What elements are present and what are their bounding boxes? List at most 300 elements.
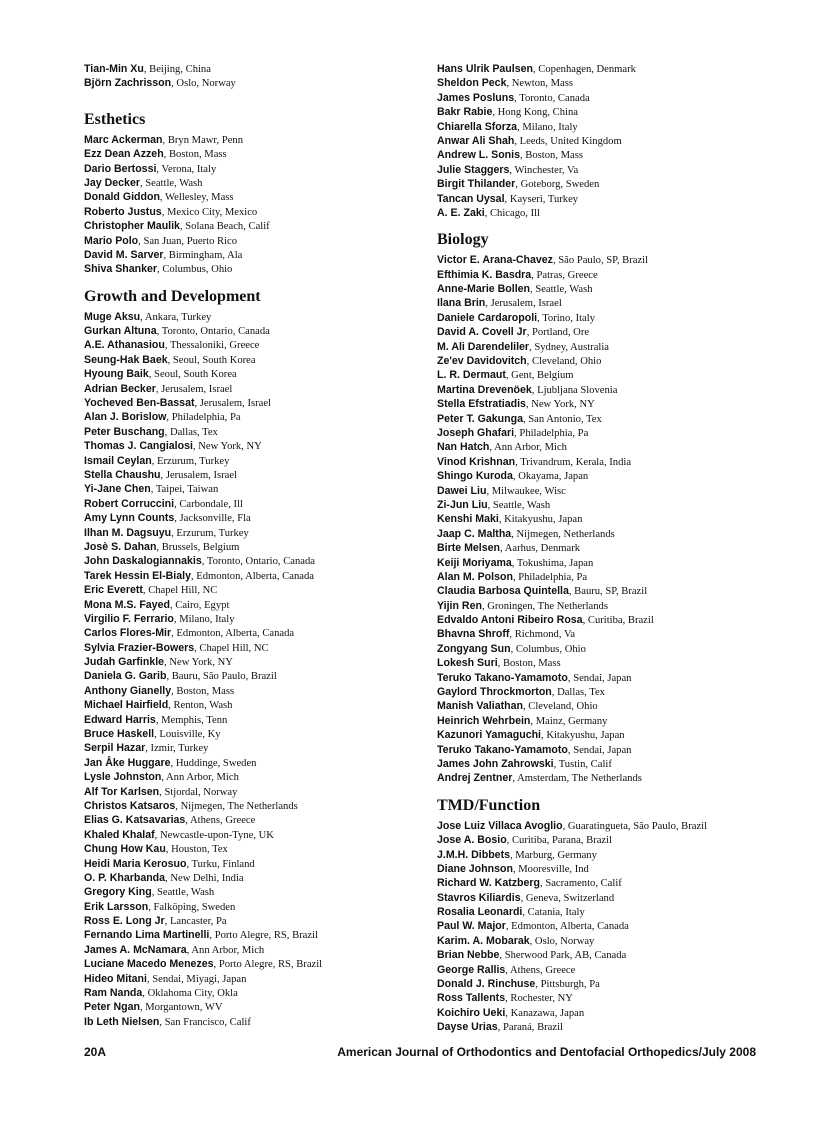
- reviewer-entry: Carlos Flores-Mir, Edmonton, Alberta, Canada: [84, 627, 295, 640]
- reviewer-entry: Ross E. Long Jr, Lancaster, Pa: [84, 915, 227, 928]
- reviewer-name: Michael Hairfield: [84, 699, 169, 712]
- reviewer-location: Birmingham, Ala: [168, 249, 243, 261]
- reviewer-name: Marc Ackerman: [84, 133, 163, 146]
- reviewer-entry: Dawei Liu, Milwaukee, Wisc: [437, 484, 566, 497]
- reviewer-entry: Yi-Jane Chen, Taipei, Taiwan: [84, 483, 219, 496]
- reviewer-entry: Heinrich Wehrbein, Mainz, Germany: [437, 714, 608, 727]
- reviewer-entry: Robert Corruccini, Carbondale, Ill: [84, 497, 243, 510]
- reviewer-entry: Claudia Barbosa Quintella, Bauru, SP, Brazil: [437, 585, 648, 598]
- reviewer-entry: Tian-Min Xu, Beijing, China: [84, 63, 211, 75]
- reviewer-name: Hans Ulrik Paulsen: [437, 63, 533, 75]
- reviewer-name: Ezz Dean Azzeh: [84, 148, 164, 161]
- reviewer-location: Torino, Italy: [542, 312, 595, 324]
- reviewer-location: Okayama, Japan: [518, 471, 589, 483]
- reviewer-entry: Josè S. Dahan, Brussels, Belgium: [84, 540, 240, 553]
- reviewer-entry: Roberto Justus, Mexico City, Mexico: [84, 205, 258, 218]
- reviewer-location: Edmonton, Alberta, Canada: [511, 921, 629, 933]
- reviewer-entry: Nan Hatch, Ann Arbor, Mich: [437, 441, 567, 454]
- reviewer-name: Carlos Flores-Mir: [84, 627, 172, 640]
- reviewer-location: Sydney, Australia: [534, 341, 609, 353]
- reviewer-name: Jose Luiz Villaca Avoglio: [437, 819, 563, 832]
- reviewer-entry: Peter T. Gakunga, San Antonio, Tex: [437, 412, 602, 425]
- reviewer-location: Boston, Mass: [176, 685, 235, 697]
- reviewer-entry: George Rallis, Athens, Greece: [437, 963, 576, 976]
- reviewer-name: L. R. Dermaut: [437, 369, 506, 382]
- reviewer-location: San Antonio, Tex: [528, 413, 602, 425]
- reviewer-location: Chapel Hill, NC: [199, 642, 269, 654]
- reviewer-location: Richmond, Va: [514, 629, 576, 641]
- reviewer-entry: Koichiro Ueki, Kanazawa, Japan: [437, 1006, 585, 1019]
- reviewer-location: Porto Alegre, RS, Brazil: [214, 930, 318, 942]
- reviewer-entry: Luciane Macedo Menezes, Porto Alegre, RS, Brazil: [84, 958, 323, 971]
- reviewer-name: David M. Sarver: [84, 248, 164, 261]
- reviewer-location: Kanazawa, Japan: [510, 1007, 585, 1019]
- reviewer-entry: Alan J. Borislow, Philadelphia, Pa: [84, 411, 241, 424]
- reviewer-entry: Bhavna Shroff, Richmond, Va: [437, 628, 576, 641]
- reviewer-entry: Birgit Thilander, Goteborg, Sweden: [437, 178, 600, 191]
- reviewer-entry: Andrew L. Sonis, Boston, Mass: [437, 149, 583, 162]
- reviewer-entry: Kazunori Yamaguchi, Kitakyushu, Japan: [437, 729, 625, 742]
- reviewer-entry: Alf Tor Karlsen, Stjordal, Norway: [84, 785, 238, 798]
- reviewer-location: New York, NY: [169, 657, 233, 669]
- section-title: Esthetics: [84, 110, 146, 128]
- reviewer-location: Hong Kong, China: [497, 107, 578, 119]
- reviewer-entry: Jose Luiz Villaca Avoglio, Guaratingueta, São Paulo, Brazil: [437, 819, 708, 832]
- reviewer-entry: Keiji Moriyama, Tokushima, Japan: [437, 556, 594, 569]
- reviewer-location: Seattle, Wash: [492, 499, 551, 511]
- reviewer-name: Brian Nebbe: [437, 949, 500, 962]
- reviewer-location: Ankara, Turkey: [144, 311, 212, 323]
- reviewer-name: Daniele Cardaropoli: [437, 311, 538, 324]
- reviewer-name: Dayse Urias: [437, 1021, 498, 1034]
- reviewer-section: [437, 62, 767, 220]
- reviewer-location: Sendai, Japan: [573, 672, 632, 684]
- reviewer-name: Andrew L. Sonis: [437, 149, 520, 162]
- reviewer-location: Ann Arbor, Mich: [191, 944, 265, 956]
- reviewer-entry: M. Ali Darendeliler, Sydney, Australia: [437, 340, 609, 353]
- reviewer-location: Rochester, NY: [510, 993, 573, 1005]
- reviewer-entry: Virgilio F. Ferrario, Milano, Italy: [84, 612, 235, 625]
- reviewer-name: Ib Leth Nielsen: [84, 1015, 160, 1028]
- reviewer-name: O. P. Kharbanda: [84, 871, 166, 884]
- reviewer-section: [84, 62, 414, 91]
- reviewer-entry: Teruko Takano-Yamamoto, Sendai, Japan: [437, 743, 632, 756]
- reviewer-location: Tokushima, Japan: [516, 557, 594, 569]
- reviewer-location: Solana Beach, Calif: [185, 221, 270, 233]
- reviewer-entry: Andrej Zentner, Amsterdam, The Netherlands: [437, 772, 642, 785]
- reviewer-name: Tian-Min Xu: [84, 63, 144, 75]
- reviewer-name: Fernando Lima Martinelli: [84, 929, 210, 942]
- reviewer-location: Thessaloniki, Greece: [169, 340, 260, 352]
- reviewer-entry: Ilhan M. Dagsuyu, Erzurum, Turkey: [84, 526, 249, 539]
- reviewer-entry: Chung How Kau, Houston, Tex: [84, 843, 228, 856]
- reviewer-entry: Joseph Ghafari, Philadelphia, Pa: [437, 426, 589, 439]
- reviewer-location: Curitiba, Brazil: [587, 615, 654, 627]
- reviewer-location: Seattle, Wash: [145, 177, 203, 189]
- reviewer-name: Gaylord Throckmorton: [437, 686, 552, 699]
- reviewer-entry: Muge Aksu, Ankara, Turkey: [84, 310, 212, 323]
- reviewer-location: Guaratingueta, São Paulo, Brazil: [567, 820, 708, 832]
- reviewer-location: Erzurum, Turkey: [176, 527, 249, 539]
- reviewer-location: Sendai, Miyagi, Japan: [152, 973, 247, 985]
- reviewer-name: Stavros Kiliardis: [437, 891, 521, 904]
- reviewer-name: Lokesh Suri: [437, 657, 498, 670]
- reviewer-location: Curitiba, Parana, Brazil: [511, 835, 612, 847]
- reviewer-location: Houston, Tex: [171, 844, 228, 856]
- reviewer-entry: Fernando Lima Martinelli, Porto Alegre, RS, Brazil: [84, 929, 318, 942]
- reviewer-name: Hideo Mitani: [84, 972, 147, 985]
- reviewer-name: A. E. Zaki: [437, 206, 485, 219]
- reviewer-name: Koichiro Ueki: [437, 1006, 506, 1019]
- reviewer-entry: A. E. Zaki, Chicago, Ill: [437, 206, 540, 219]
- reviewer-name: Muge Aksu: [84, 310, 141, 323]
- reviewer-name: Paul W. Major: [437, 920, 506, 933]
- reviewer-section: [437, 220, 767, 785]
- reviewer-name: Sheldon Peck: [437, 77, 507, 90]
- reviewer-entry: Brian Nebbe, Sherwood Park, AB, Canada: [437, 949, 627, 962]
- reviewer-name: Mona M.S. Fayed: [84, 598, 170, 611]
- reviewer-location: Bauru, SP, Brazil: [574, 586, 648, 598]
- reviewer-location: Seattle, Wash: [157, 887, 215, 899]
- reviewer-entry: Adrian Becker, Jerusalem, Israel: [84, 382, 233, 395]
- reviewer-location: Pittsburgh, Pa: [540, 979, 600, 991]
- reviewer-name: Jay Decker: [84, 176, 140, 189]
- reviewer-name: Robert Corruccini: [84, 497, 175, 510]
- reviewer-location: Jerusalem, Israel: [165, 469, 238, 481]
- reviewer-entry: Hideo Mitani, Sendai, Miyagi, Japan: [84, 972, 247, 985]
- reviewer-entry: Zi-Jun Liu, Seattle, Wash: [437, 498, 551, 511]
- reviewer-entry: L. R. Dermaut, Gent, Belgium: [437, 369, 574, 382]
- reviewer-entry: A.E. Athanasiou, Thessaloniki, Greece: [84, 339, 260, 352]
- page-number: 20A: [84, 1045, 107, 1059]
- reviewer-location: Cleveland, Ohio: [528, 701, 598, 713]
- reviewer-entry: Marc Ackerman, Bryn Mawr, Penn: [84, 133, 244, 146]
- reviewer-name: Ilana Brin: [437, 297, 486, 310]
- reviewer-location: Falköping, Sweden: [153, 901, 236, 913]
- reviewer-location: Edmonton, Alberta, Canada: [196, 570, 314, 582]
- reviewer-name: Amy Lynn Counts: [84, 512, 175, 525]
- reviewer-entry: Diane Johnson, Mooresville, Ind: [437, 862, 589, 875]
- reviewer-entry: Gaylord Throckmorton, Dallas, Tex: [437, 686, 605, 699]
- reviewer-name: Stella Chaushu: [84, 468, 161, 481]
- reviewer-location: Boston, Mass: [525, 150, 583, 162]
- reviewer-location: Tustin, Calif: [558, 758, 612, 770]
- reviewer-name: Jaap C. Maltha: [437, 527, 512, 540]
- reviewer-entry: Ze'ev Davidovitch, Cleveland, Ohio: [437, 355, 602, 368]
- reviewer-entry: Victor E. Arana-Chavez, São Paulo, SP, Brazil: [437, 254, 649, 267]
- reviewer-location: Mainz, Germany: [535, 715, 608, 727]
- left-column: [84, 62, 414, 1029]
- reviewer-location: Bryn Mawr, Penn: [167, 134, 244, 146]
- reviewer-name: Tarek Hessin El-Bialy: [84, 569, 191, 582]
- reviewer-location: Kitakyushu, Japan: [504, 514, 583, 526]
- reviewer-location: Paraná, Brazil: [502, 1022, 563, 1034]
- reviewer-entry: Daniela G. Garib, Bauru, São Paulo, Brazil: [84, 670, 277, 683]
- reviewer-name: Dawei Liu: [437, 484, 487, 497]
- reviewer-name: Manish Valiathan: [437, 700, 523, 713]
- reviewer-location: San Francisco, Calif: [164, 1016, 251, 1028]
- reviewer-location: Chicago, Ill: [489, 207, 540, 219]
- reviewer-location: Marburg, Germany: [515, 849, 597, 861]
- reviewer-location: Lancaster, Pa: [169, 916, 227, 928]
- page-footer: [84, 1045, 756, 1061]
- reviewer-name: Anwar Ali Shah: [437, 134, 515, 147]
- reviewer-name: Eric Everett: [84, 584, 143, 597]
- reviewer-location: Taipei, Taiwan: [155, 484, 219, 496]
- reviewer-name: Hyoung Baik: [84, 368, 149, 381]
- reviewer-name: Lysle Johnston: [84, 771, 162, 784]
- reviewer-name: Anthony Gianelly: [84, 684, 172, 697]
- reviewer-location: Sacramento, Calif: [545, 878, 622, 890]
- reviewer-location: Toronto, Canada: [519, 92, 590, 104]
- reviewer-section: [84, 91, 414, 277]
- right-column: [437, 62, 767, 1035]
- reviewer-location: Beijing, China: [149, 64, 211, 75]
- reviewer-name: Bhavna Shroff: [437, 628, 510, 641]
- reviewer-entry: Jay Decker, Seattle, Wash: [84, 176, 203, 189]
- reviewer-section: [84, 277, 414, 1030]
- reviewer-name: Christopher Maulik: [84, 220, 180, 233]
- reviewer-entry: Elias G. Katsavarias, Athens, Greece: [84, 814, 256, 827]
- reviewer-entry: J.M.H. Dibbets, Marburg, Germany: [437, 848, 597, 861]
- reviewer-name: Richard W. Katzberg: [437, 877, 541, 890]
- reviewer-name: Nan Hatch: [437, 441, 490, 454]
- reviewer-location: Turku, Finland: [191, 858, 255, 870]
- reviewer-location: Columbus, Ohio: [162, 264, 233, 276]
- reviewer-entry: Gregory King, Seattle, Wash: [84, 886, 215, 899]
- reviewer-location: New Delhi, India: [170, 872, 244, 884]
- reviewer-name: Chung How Kau: [84, 843, 166, 856]
- reviewer-location: Kitakyushu, Japan: [546, 730, 625, 742]
- section-title: TMD/Function: [437, 796, 541, 814]
- reviewer-entry: Michael Hairfield, Renton, Wash: [84, 699, 233, 712]
- reviewer-location: Nijmegen, Netherlands: [516, 528, 615, 540]
- reviewer-name: Peter Ngan: [84, 1001, 140, 1014]
- reviewer-entry: Sylvia Frazier-Bowers, Chapel Hill, NC: [84, 641, 269, 654]
- reviewer-entry: Anwar Ali Shah, Leeds, United Kingdom: [437, 134, 622, 147]
- reviewer-entry: Ross Tallents, Rochester, NY: [437, 992, 573, 1005]
- reviewer-location: Bauru, São Paulo, Brazil: [171, 671, 277, 683]
- reviewer-location: Brussels, Belgium: [161, 541, 240, 553]
- reviewer-entry: Daniele Cardaropoli, Torino, Italy: [437, 311, 595, 324]
- reviewer-location: Philadelphia, Pa: [171, 412, 241, 424]
- reviewer-location: Goteborg, Sweden: [520, 179, 600, 191]
- reviewer-name: James Posluns: [437, 91, 515, 104]
- reviewer-name: Dario Bertossi: [84, 162, 157, 175]
- reviewer-name: Martina Drevenöek: [437, 383, 532, 396]
- reviewer-entry: Karim. A. Mobarak, Oslo, Norway: [437, 934, 595, 947]
- reviewer-entry: Anne-Marie Bollen, Seattle, Wash: [437, 283, 593, 296]
- reviewer-name: John Daskalogiannakis: [84, 555, 202, 568]
- reviewer-location: Seattle, Wash: [535, 284, 593, 296]
- reviewer-entry: Erik Larsson, Falköping, Sweden: [84, 900, 236, 913]
- reviewer-entry: Donald Giddon, Wellesley, Mass: [84, 191, 234, 204]
- reviewer-entry: Mario Polo, San Juan, Puerto Rico: [84, 234, 238, 247]
- reviewer-name: Yijin Ren: [437, 599, 482, 612]
- reviewer-entry: Jan Åke Huggare, Huddinge, Sweden: [84, 756, 257, 769]
- reviewer-name: Virgilio F. Ferrario: [84, 612, 174, 625]
- reviewer-name: Julie Staggers: [437, 163, 510, 176]
- reviewer-location: Groningen, The Netherlands: [487, 600, 608, 612]
- reviewer-location: Morgantown, WV: [145, 1002, 223, 1014]
- reviewer-entry: Tarek Hessin El-Bialy, Edmonton, Alberta, Canada: [84, 569, 314, 582]
- reviewer-location: Ann Arbor, Mich: [166, 772, 239, 784]
- reviewer-location: New York, NY: [531, 399, 595, 411]
- reviewer-entry: Seung-Hak Baek, Seoul, South Korea: [84, 353, 256, 366]
- reviewer-name: Heinrich Wehrbein: [437, 714, 531, 727]
- reviewer-entry: Ismail Ceylan, Erzurum, Turkey: [84, 454, 230, 467]
- reviewer-entry: Teruko Takano-Yamamoto, Sendai, Japan: [437, 671, 632, 684]
- reviewer-location: São Paulo, SP, Brazil: [558, 255, 649, 267]
- reviewer-location: Gent, Belgium: [511, 370, 574, 382]
- reviewer-location: Toronto, Ontario, Canada: [206, 556, 315, 568]
- reviewer-location: Leeds, United Kingdom: [519, 135, 622, 147]
- reviewer-entry: David M. Sarver, Birmingham, Ala: [84, 248, 243, 261]
- reviewer-name: George Rallis: [437, 963, 506, 976]
- reviewer-entry: James John Zahrowski, Tustin, Calif: [437, 757, 612, 770]
- reviewer-location: Izmir, Turkey: [150, 743, 209, 755]
- reviewer-entry: Dayse Urias, Paraná, Brazil: [437, 1021, 563, 1034]
- reviewer-name: Judah Garfinkle: [84, 656, 165, 669]
- reviewer-location: Geneva, Switzerland: [525, 892, 615, 904]
- reviewer-location: Stjordal, Norway: [164, 786, 238, 798]
- reviewer-entry: Kenshi Maki, Kitakyushu, Japan: [437, 513, 583, 526]
- reviewer-location: Winchester, Va: [514, 164, 579, 176]
- reviewer-location: Philadelphia, Pa: [519, 427, 589, 439]
- reviewer-name: Efthimia K. Basdra: [437, 268, 532, 281]
- reviewer-entry: Stavros Kiliardis, Geneva, Switzerland: [437, 891, 615, 904]
- reviewer-entry: Judah Garfinkle, New York, NY: [84, 656, 233, 669]
- reviewer-location: Trivandrum, Kerala, India: [520, 456, 632, 468]
- reviewer-entry: David A. Covell Jr, Portland, Ore: [437, 326, 590, 339]
- reviewer-entry: Richard W. Katzberg, Sacramento, Calif: [437, 877, 622, 890]
- reviewer-entry: Christos Katsaros, Nijmegen, The Netherlands: [84, 799, 298, 812]
- reviewer-entry: Amy Lynn Counts, Jacksonville, Fla: [84, 512, 251, 525]
- reviewer-entry: Edvaldo Antoni Ribeiro Rosa, Curitiba, Brazil: [437, 614, 654, 627]
- reviewer-location: Cleveland, Ohio: [531, 356, 602, 368]
- section-title: Growth and Development: [84, 287, 261, 305]
- reviewer-location: Boston, Mass: [502, 658, 561, 670]
- reviewer-entry: Zongyang Sun, Columbus, Ohio: [437, 642, 586, 655]
- reviewer-name: Christos Katsaros: [84, 799, 176, 812]
- reviewer-location: Mooresville, Ind: [518, 863, 589, 875]
- reviewer-entry: Christopher Maulik, Solana Beach, Calif: [84, 220, 270, 233]
- reviewer-entry: Ram Nanda, Oklahoma City, Okla: [84, 987, 238, 1000]
- reviewer-name: Daniela G. Garib: [84, 670, 167, 683]
- reviewer-location: Oslo, Norway: [534, 935, 595, 947]
- reviewer-name: Heidi Maria Kerosuo: [84, 857, 187, 870]
- reviewer-entry: Shiva Shanker, Columbus, Ohio: [84, 263, 233, 276]
- reviewer-location: Nijmegen, The Netherlands: [180, 800, 298, 812]
- reviewer-entry: Julie Staggers, Winchester, Va: [437, 163, 579, 176]
- reviewer-name: Khaled Khalaf: [84, 828, 155, 841]
- reviewer-entry: Vinod Krishnan, Trivandrum, Kerala, India: [437, 455, 632, 468]
- reviewer-entry: Dario Bertossi, Verona, Italy: [84, 162, 217, 175]
- reviewer-entry: Serpil Hazar, Izmir, Turkey: [84, 742, 209, 755]
- reviewer-location: Mexico City, Mexico: [167, 206, 258, 218]
- reviewer-entry: Sheldon Peck, Newton, Mass: [437, 77, 573, 90]
- reviewer-entry: Yocheved Ben-Bassat, Jerusalem, Israel: [84, 397, 271, 410]
- reviewer-section: [437, 786, 767, 1035]
- reviewer-location: Boston, Mass: [168, 149, 227, 161]
- reviewer-name: Elias G. Katsavarias: [84, 814, 186, 827]
- reviewer-name: Alan M. Polson: [437, 570, 513, 583]
- reviewer-name: Birte Melsen: [437, 542, 500, 555]
- reviewer-name: Thomas J. Cangialosi: [84, 440, 193, 453]
- reviewer-entry: Bruce Haskell, Louisville, Ky: [84, 728, 221, 741]
- reviewer-location: Seoul, South Korea: [172, 354, 256, 366]
- reviewer-name: Yocheved Ben-Bassat: [84, 397, 195, 410]
- reviewer-name: Bruce Haskell: [84, 728, 155, 741]
- reviewer-name: Rosalia Leonardi: [437, 906, 523, 919]
- reviewer-location: Newton, Mass: [511, 78, 573, 90]
- reviewer-entry: Eric Everett, Chapel Hill, NC: [84, 584, 218, 597]
- reviewer-entry: Paul W. Major, Edmonton, Alberta, Canada: [437, 920, 629, 933]
- reviewer-name: Vinod Krishnan: [437, 455, 516, 468]
- reviewer-entry: Khaled Khalaf, Newcastle-upon-Tyne, UK: [84, 828, 274, 841]
- reviewer-name: Teruko Takano-Yamamoto: [437, 743, 568, 756]
- reviewer-location: Chapel Hill, NC: [148, 585, 218, 597]
- reviewer-name: Alan J. Borislow: [84, 411, 167, 424]
- reviewer-name: Edward Harris: [84, 713, 156, 726]
- reviewer-location: Kayseri, Turkey: [509, 193, 579, 205]
- reviewer-entry: Stella Efstratiadis, New York, NY: [437, 398, 595, 411]
- reviewer-name: Gurkan Altuna: [84, 325, 157, 338]
- reviewer-entry: O. P. Kharbanda, New Delhi, India: [84, 871, 244, 884]
- reviewer-location: Ann Arbor, Mich: [494, 442, 567, 454]
- reviewer-name: Alf Tor Karlsen: [84, 785, 160, 798]
- reviewer-entry: Alan M. Polson, Philadelphia, Pa: [437, 570, 588, 583]
- reviewer-entry: Jose A. Bosio, Curitiba, Parana, Brazil: [437, 834, 612, 847]
- reviewer-name: M. Ali Darendeliler: [437, 340, 530, 353]
- reviewer-location: Jacksonville, Fla: [179, 513, 251, 525]
- reviewer-location: Jerusalem, Israel: [199, 398, 271, 410]
- reviewer-name: Birgit Thilander: [437, 178, 516, 191]
- reviewer-name: Ross E. Long Jr: [84, 915, 165, 928]
- reviewer-location: Patras, Greece: [536, 269, 598, 281]
- reviewer-location: Sherwood Park, AB, Canada: [504, 950, 627, 962]
- reviewer-location: Milano, Italy: [522, 121, 578, 133]
- reviewer-name: David A. Covell Jr: [437, 326, 527, 339]
- reviewer-name: Donald J. Rinchuse: [437, 978, 536, 991]
- reviewer-location: Carbondale, Ill: [179, 498, 243, 510]
- reviewer-location: Seoul, South Korea: [154, 369, 237, 381]
- reviewer-name: Seung-Hak Baek: [84, 353, 168, 366]
- reviewer-name: Keiji Moriyama: [437, 556, 512, 569]
- reviewer-name: Bakr Rabie: [437, 106, 493, 119]
- reviewer-location: Verona, Italy: [161, 163, 217, 175]
- reviewer-location: Erzurum, Turkey: [157, 455, 230, 467]
- reviewer-name: Kenshi Maki: [437, 513, 499, 526]
- reviewer-entry: Ilana Brin, Jerusalem, Israel: [437, 297, 562, 310]
- reviewer-name: Victor E. Arana-Chavez: [437, 254, 553, 267]
- reviewer-name: Ismail Ceylan: [84, 454, 152, 467]
- reviewer-name: Chiarella Sforza: [437, 120, 518, 133]
- reviewer-name: Erik Larsson: [84, 900, 149, 913]
- reviewer-entry: Björn Zachrisson, Oslo, Norway: [84, 77, 236, 90]
- reviewer-name: Peter T. Gakunga: [437, 412, 523, 425]
- reviewer-location: Dallas, Tex: [557, 687, 605, 699]
- reviewer-location: Milano, Italy: [179, 613, 235, 625]
- reviewer-location: Porto Alegre, RS, Brazil: [218, 959, 323, 971]
- reviewer-location: Jerusalem, Israel: [490, 298, 562, 310]
- reviewer-location: Toronto, Ontario, Canada: [161, 326, 270, 338]
- reviewer-entry: Gurkan Altuna, Toronto, Ontario, Canada: [84, 325, 270, 338]
- reviewer-name: Teruko Takano-Yamamoto: [437, 671, 568, 684]
- reviewer-name: Shingo Kuroda: [437, 470, 513, 483]
- reviewer-entry: Chiarella Sforza, Milano, Italy: [437, 120, 578, 133]
- reviewer-name: Luciane Macedo Menezes: [84, 958, 214, 971]
